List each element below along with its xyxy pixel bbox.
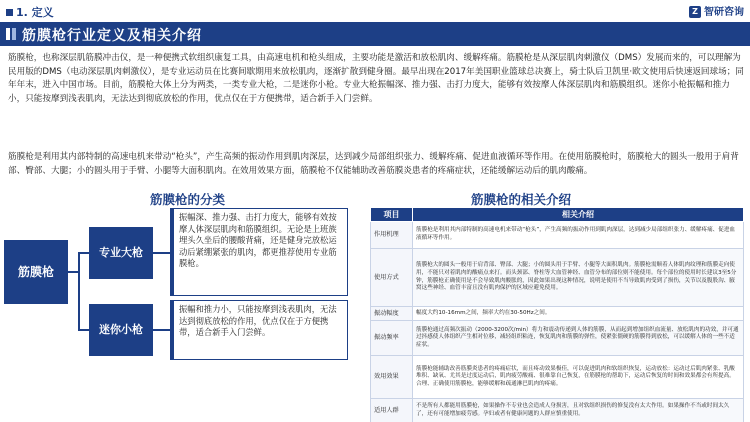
brand-icon: Z — [689, 6, 701, 18]
title-bar — [0, 22, 750, 46]
type-node-mini: 迷你小枪 — [89, 304, 153, 356]
title-deco-icon — [6, 28, 10, 40]
table-title: 筋膜枪的相关介绍 — [471, 192, 572, 207]
page-title: 筋膜枪行业定义及相关介绍 — [22, 28, 202, 44]
table-value: 幅度大约10-16mm之间，频率大约在30-50Hz之间。 — [413, 307, 744, 321]
top-bar — [0, 0, 750, 22]
table-header-cell: 项目 — [371, 208, 413, 222]
table-value: 筋膜枪通过高频次振动（2000-3200次/min）将力和震动传递到人体的筋膜，从而起到增加组织血流量、放松肌肉的功效，并可通过抖感使人体组织产生相对位移，减轻组织粘连，恢复肌肉和筋膜的弹性，使紧张僵硬的筋膜得到放松，可以缓解人体的一些不适症状。 — [413, 321, 744, 356]
intro-paragraph-1: 筋膜枪，也称深层肌筋膜冲击仪，是一种便携式软组织康复工具，由高速电机和枪头组成，主要功能是激活和放松肌肉、缓解疼痛。筋膜枪是从深层肌肉刺激仪（DMS）发展而来的，可以理解为民用版的DMS（电动深层肌肉刺激仪），是专业运动员在比赛间歇期用来放松肌肉，逐渐扩散到健身圈。最早出现在2017年美国职业篮球总决赛上，骑士队后卫凯里·欧文使用后快速返回球场；同年年末，进入中国市场。目前，筋膜枪大体上分为两类，一类专业大枪，二是迷你小枪。专业大枪振幅深、推力强、击打力度大，能够有效按摩人体深层肌肉和筋膜组织。迷你小枪振幅和推力小，只能按摩到浅表肌肉，无法达到彻底放松的作用，优点仅在于方便携带，适合新手入门尝鲜。 — [8, 53, 744, 104]
table-row — [371, 321, 744, 356]
connector — [78, 329, 89, 331]
title-deco-icon-2 — [12, 28, 16, 40]
table-key: 效用效果 — [371, 356, 413, 399]
table-value: 筋膜枪大的圆头一般用于肩背部、臀部、大腿；小的圆头用于手臂、小腿等大面积肌肉。筋膜枪需顺着人体肌肉纹理和筋膜走向使用，不能只对着肌肉的酸痛点来打。而头颈部、脊柱等大血管神经、血管分布的部位则不能使用。每个部位的使用时长建议3至5分钟，筋膜枪正确使用是不会导致肌肉酸胀的，因此如果出现这种情况，说明是使用不当导致肌肉受到了损伤，关节以及腹股沟、腋窝这些神经、血管丰富且没有肌肉保护的区域应避免使用。 — [413, 249, 744, 307]
table-key: 使用方式 — [371, 249, 413, 307]
table-row — [371, 249, 744, 307]
type-desc-mini: 振幅和推力小，只能按摩到浅表肌肉，无法达到彻底放松的作用，优点仅在于方便携带，适合新手入门尝鲜。 — [170, 300, 348, 360]
root-node: 筋膜枪 — [4, 240, 68, 304]
table-value: 不是所有人都能用筋膜枪，如果操作不专业也会造成人身损害，且对软组织损伤的修复没有太大作用。如果操作不当或时间太久了，还有可能增加疲劳感。孕妇或者有健康问题的人群应慎重使用。 — [413, 399, 744, 422]
type-node-pro: 专业大枪 — [89, 227, 153, 279]
type-desc-pro: 振幅深、推力强、击打力度大，能够有效按摩人体深层肌肉和筋膜组织。无论是上班族埋头久坐后的腰酸背痛，还是健身完放松运动后紧绷紧张的肌肉，都更推荐使用专业筋膜枪。 — [170, 208, 348, 296]
brand-logo: Z 智研咨询 — [689, 3, 744, 18]
connector — [78, 252, 89, 254]
table-row — [371, 222, 744, 249]
connector — [153, 252, 170, 254]
section-square-icon — [6, 9, 13, 16]
table-row — [371, 356, 744, 399]
table-value: 筋膜枪是利用其内部特制的高速电机来带动“枪头”，产生高频的振动作用到肌肉深层，达到减少局部组织张力、缓解疼痛、促进血液循环等作用。 — [413, 222, 744, 249]
table-row — [371, 307, 744, 321]
table-row — [371, 399, 744, 422]
connector — [153, 329, 170, 331]
section-label: 1. 定义 — [6, 4, 54, 20]
table-key: 振动幅度 — [371, 307, 413, 321]
classification-title: 筋膜枪的分类 — [150, 192, 226, 207]
table-header-cell: 相关介绍 — [413, 208, 744, 222]
table-key: 作用机理 — [371, 222, 413, 249]
table-header-row — [371, 208, 744, 222]
table-value: 筋膜枪能辅助改善筋膜炎患者的疼痛症状，而且疼动效果极佳，可以促进肌肉和软组织恢复，运动放松：运动过后肌肉紧张、乳酸堆积、缺氧、尤其是过度运动后，肌肉疲劳酸痛、很难靠自己恢复，在筋膜枪的帮助下，运动后恢复的时间和效果都会有所提高。合理、正确使用筋膜枪，能够缓解和疏通淋巴肌肉的疼痛。 — [413, 356, 744, 399]
related-table — [370, 207, 744, 422]
intro-paragraph-2: 筋膜枪是利用其内部特制的高速电机来带动“枪头”，产生高频的振动作用到肌肉深层，达到减少局部组织张力、缓解疼痛、促进血液循环等作用。在使用筋膜枪时，筋膜枪大的圆头一般用于肩背部、臀部、大腿；小的圆头用于手臂、小腿等大面积肌肉。在效用效果方面，筋膜枪不仅能辅助改善筋膜炎患者的疼痛症状，还能缓解运动后的肌肉酸痛。 — [8, 152, 739, 176]
connector — [78, 253, 80, 330]
table-key: 适用人群 — [371, 399, 413, 422]
table-key: 振动频率 — [371, 321, 413, 356]
